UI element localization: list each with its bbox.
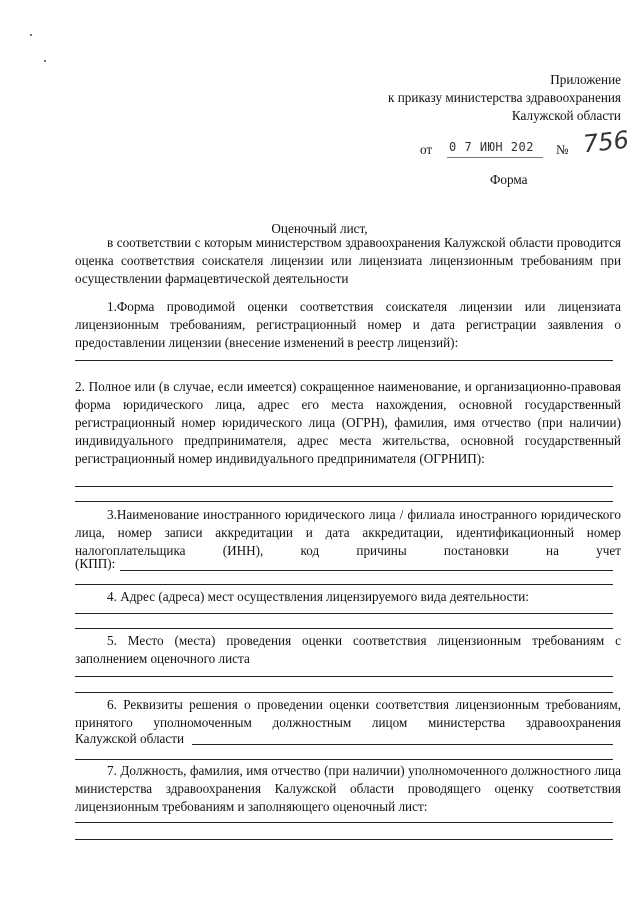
section-4-text: 4. Адрес (адреса) мест осуществления лицензируемого вида деятельности: [107, 589, 529, 604]
section-1-text: 1.Форма проводимой оценки соответствия соискателя лицензии или лицензиата лицензионным требованиям, регистрационный номер и дата регистрации заявления о предоставлении лицензии (внесение изменений в реестр лицензий): [75, 299, 621, 350]
section-6-fill-line [192, 744, 613, 745]
section-1-fill-line [75, 360, 613, 361]
appendix-label: Приложение [550, 72, 621, 87]
doc-title-body: в соответствии с которым министерством здравоохранения Калужской области проводится оценка соответствия соискателя лицензии или лицензиата лицензионным требованиям при осуществлении фармацевтической деятельности [75, 235, 621, 286]
date-prefix: от [420, 142, 433, 157]
section-5-fill-line [75, 676, 613, 677]
section-7-text: 7. Должность, фамилия, имя отчество (при наличии) уполномоченного должностного лица министерства здравоохранения Калужской области проводящего оценку соответствия лицензионным требованиям и заполняющего оценочный лист: [75, 763, 621, 814]
section-3-fill-line [75, 584, 613, 585]
section-3-tail: (КПП): [75, 556, 116, 571]
section-7-fill-line [75, 822, 613, 823]
doc-title: Оценочный лист, [271, 221, 368, 236]
section-4-fill-line [75, 613, 613, 614]
section-2-fill-line [75, 501, 613, 502]
form-label: Форма [490, 172, 528, 187]
date-underline [447, 157, 543, 158]
order-reference: к приказу министерства здравоохранения [388, 90, 621, 105]
section-5-fill-line [75, 692, 613, 693]
section-5-text: 5. Место (места) проведения оценки соответствия лицензионным требованиям с заполнением оценочного листа [75, 633, 621, 666]
section-6-fill-line [75, 759, 613, 760]
section-2-fill-line [75, 486, 613, 487]
scan-speck [30, 34, 32, 36]
section-3-text: 3.Наименование иностранного юридического лица / филиала иностранного юридического лица, номер записи аккредитации и дата аккредитации, идентификационный номер налогоплательщика (ИНН), код причины постановки на учет [75, 507, 621, 558]
section-6-text: 6. Реквизиты решения о проведении оценки соответствия лицензионным требованиям, принятого уполномоченным должностным лицом министерства здравоохранения [75, 697, 621, 730]
number-prefix: № [556, 142, 569, 157]
section-2-text: 2. Полное или (в случае, если имеется) сокращенное наименование, и организационно-правовая форма юридического лица, адрес его места нахождения, основной государственный регистрационный номер юридического лица (ОГРН), фамилия, имя отчество (при наличии) индивидуального предпринимателя, адрес места жительства, основной государственный регистрационный номер индивидуального предпринимателя (ОГРНИП): [75, 379, 621, 466]
region-name: Калужской области [511, 108, 621, 123]
section-3-fill-line [120, 570, 613, 571]
section-4-fill-line [75, 628, 613, 629]
scan-speck [44, 60, 46, 62]
handwritten-number: 756 [581, 125, 631, 159]
section-6-tail: Калужской области [75, 731, 185, 746]
section-7-fill-line [75, 839, 613, 840]
date-stamp: 0 7 ИЮН 202 [449, 140, 534, 154]
